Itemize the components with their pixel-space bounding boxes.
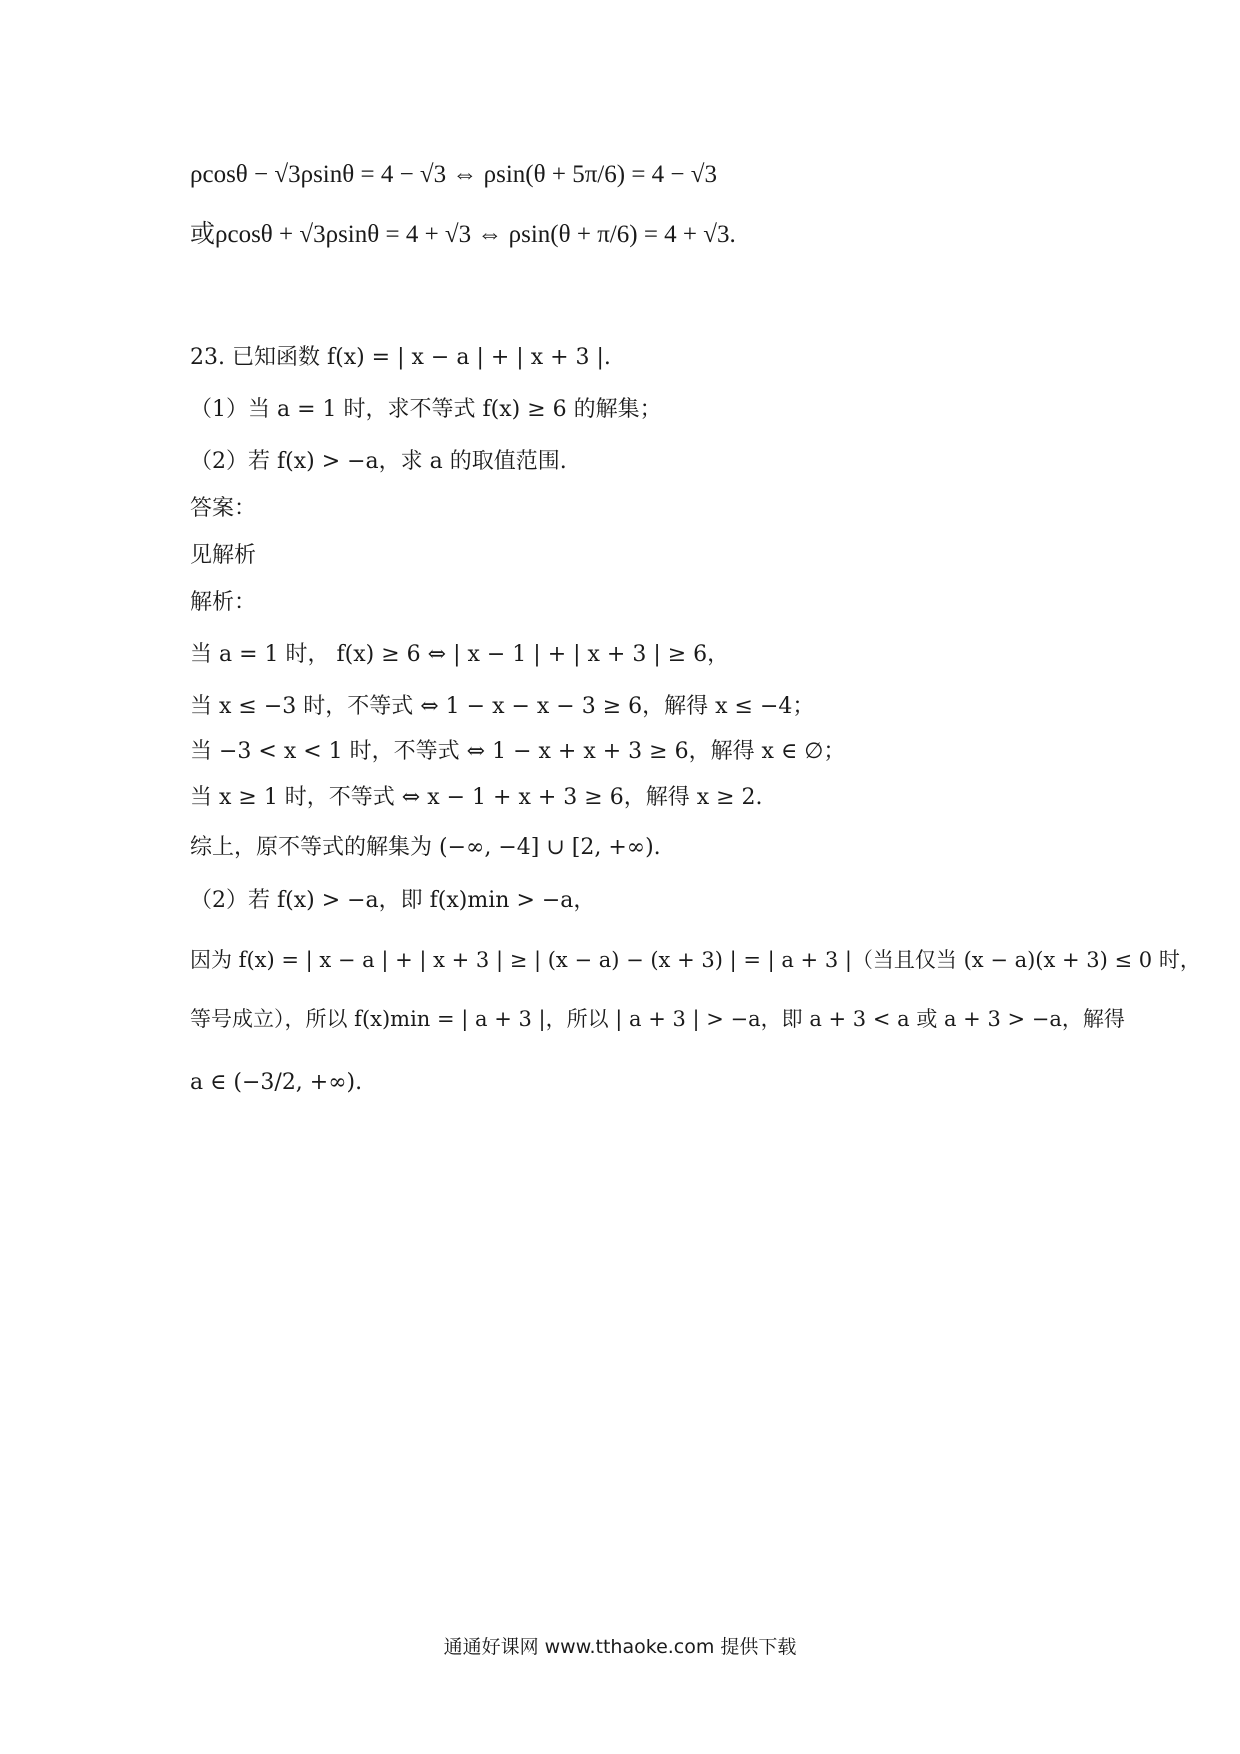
solution-line-7: 因为 f(x) = | x − a | + | x + 3 | ≥ | (x − a) − (x + 3) | = | a + 3 |（当且仅当 (x − a)(x + 3) ≤ 0 时， <box>190 948 1201 972</box>
question-part-1: （1）当 a = 1 时，求不等式 f(x) ≥ 6 的解集； <box>190 397 662 422</box>
solution-line-2: 当 x ≤ −3 时，不等式 ⇔ 1 − x − x − 3 ≥ 6，解得 x ≤ −4； <box>190 694 815 719</box>
equation-line-2: 或ρcosθ + √3ρsinθ = 4 + √3 ⇔ ρsin(θ + π/6) = 4 + √3. <box>190 221 736 248</box>
solution-line-6: （2）若 f(x) > −a，即 f(x)min > −a， <box>190 888 596 913</box>
equation-line-1: ρcosθ − √3ρsinθ = 4 − √3 ⇔ ρsin(θ + 5π/6) = 4 − √3 <box>190 161 718 188</box>
answer-label: 答案： <box>190 496 257 521</box>
solution-line-9: a ∈ (−3/2, +∞). <box>190 1070 363 1095</box>
footer-watermark: 通通好课网 www.tthaoke.com 提供下载 <box>443 1636 797 1658</box>
answer-text: 见解析 <box>190 543 257 568</box>
question-part-2: （2）若 f(x) > −a，求 a 的取值范围. <box>190 449 567 474</box>
solution-line-1: 当 a = 1 时， f(x) ≥ 6 ⇔ | x − 1 | + | x + 3 | ≥ 6， <box>190 642 730 667</box>
solution-line-8: 等号成立），所以 f(x)min = | a + 3 |，所以 | a + 3 | > −a，即 a + 3 < a 或 a + 3 > −a，解得 <box>190 1007 1125 1031</box>
solution-line-3: 当 −3 < x < 1 时，不等式 ⇔ 1 − x + x + 3 ≥ 6，解得 x ∈ ∅； <box>190 739 846 764</box>
question-title: 23. 已知函数 f(x) = | x − a | + | x + 3 |. <box>190 345 611 370</box>
solution-line-4: 当 x ≥ 1 时，不等式 ⇔ x − 1 + x + 3 ≥ 6，解得 x ≥ 2. <box>190 785 763 810</box>
analysis-label: 解析： <box>190 590 257 615</box>
solution-line-5: 综上，原不等式的解集为 (−∞, −4] ∪ [2, +∞). <box>190 835 661 860</box>
